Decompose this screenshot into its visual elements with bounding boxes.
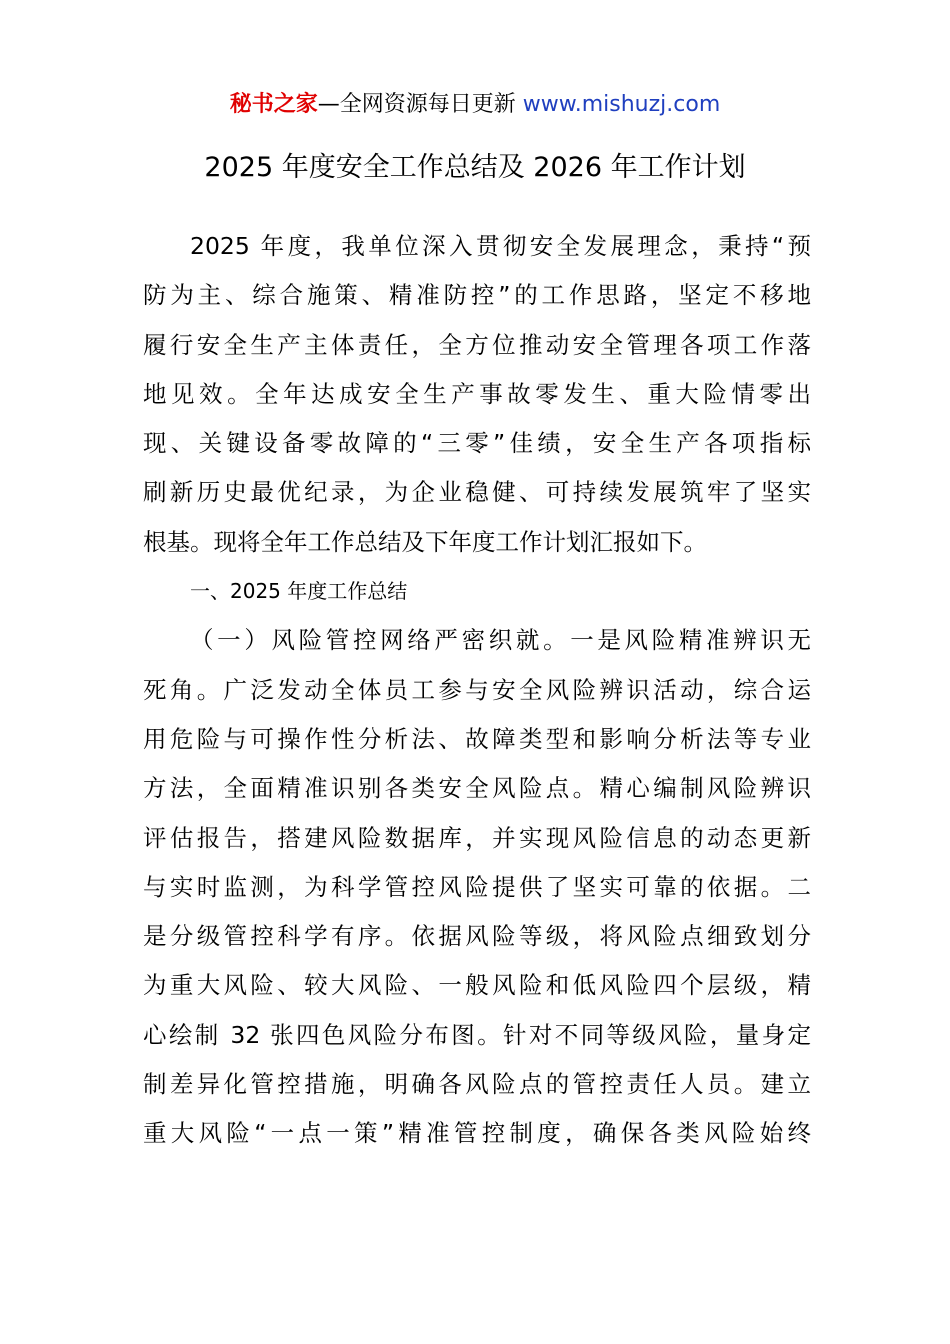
paragraph-line: 方法，全面精准识别各类安全风险点。精心编制风险辨识 [143,774,811,803]
paragraph-line: 履行安全生产主体责任，全方位推动安全管理各项工作落 [143,330,811,359]
paragraph-line: 死角。广泛发动全体员工参与安全风险辨识活动，综合运 [143,675,811,704]
paragraph-line: 评估报告，搭建风险数据库，并实现风险信息的动态更新 [143,823,811,852]
paragraph-line: 重大风险“一点一策”精准管控制度，确保各类风险始终 [143,1119,811,1148]
paragraph-line: 现、关键设备零故障的“三零”佳绩，安全生产各项指标 [143,429,811,458]
document-body [143,222,811,1159]
paragraph-line: 制差异化管控措施，明确各风险点的管控责任人员。建立 [143,1070,811,1099]
site-brand: 秘书之家 [229,92,318,117]
paragraph-line: 刷新历史最优纪录，为企业稳健、可持续发展筑牢了坚实 [143,478,811,507]
paragraph-line: 防为主、综合施策、精准防控”的工作思路，坚定不移地 [143,281,811,310]
site-header [0,88,950,122]
paragraph-line: 地见效。全年达成安全生产事故零发生、重大险情零出 [143,379,811,408]
paragraph-line: 为重大风险、较大风险、一般风险和低风险四个层级，精 [143,971,811,1000]
paragraph-line: 用危险与可操作性分析法、故障类型和影响分析法等专业 [143,724,811,753]
paragraph-line: 2025 年度，我单位深入贯彻安全发展理念，秉持“预 [190,232,811,260]
document-title: 2025 年度安全工作总结及 2026 年工作计划 [204,152,746,183]
paragraph-line: （一）风险管控网络严密织就。一是风险精准辨识无 [190,626,811,655]
paragraph-line: 与实时监测，为科学管控风险提供了坚实可靠的依据。二 [143,872,811,901]
paragraph-line: 是分级管控科学有序。依据风险等级，将风险点细致划分 [143,922,811,951]
site-tagline: —全网资源每日更新 [317,92,523,117]
section-heading: 一、2025 年度工作总结 [190,579,408,604]
site-url[interactable]: www.mishuzj.com [522,92,721,117]
paragraph-line: 心绘制 32 张四色风险分布图。针对不同等级风险，量身定 [143,1020,811,1049]
paragraph-line: 根基。现将全年工作总结及下年度工作计划汇报如下。 [143,527,707,556]
